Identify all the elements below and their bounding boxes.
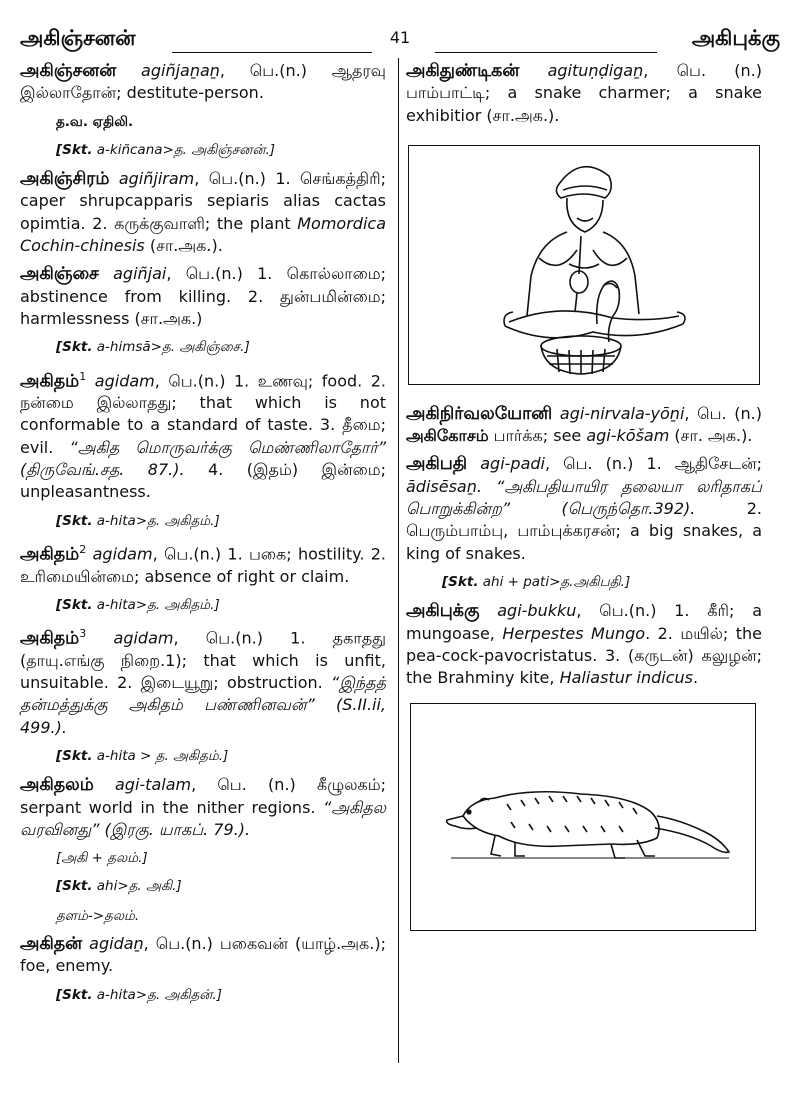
entry-note: [அகி + தலம்.] [56,850,148,867]
etymology: [Skt. a-hita>த. அகிதன்.] [56,986,222,1003]
etymology: [Skt. a-himsā>த. அகிஞ்சை.] [56,339,250,356]
etymology: [Skt. a-hita>த. அகிதம்.] [56,596,220,613]
etymology: [Skt. a-hita > த. அகிதம்.] [56,748,229,764]
entry-akinjiram: அகிஞ்சிரம் agiñjiram, பெ.(n.) 1. செங்கத்திரி; caper shrupcapparis sepiaris alias cactas opimtia. 2. கருக்குவாளி; the plant Momordica Cochin-chinesis (சா.அக.). [20,169,386,256]
left-running-headword: அகிஞ்சனன் [20,26,136,50]
mongoose-drawing [411,704,755,930]
entry-akidam-3: அகிதம்$^3$ agidam, பெ.(n.) 1. தகாதது (தாயு.எங்கு நிறை.1); that which is unfit, unsuitable. 2. இடையூறு; obstruction. “இந்தத் தன்மத்துக்கு அகிதம் பண்ணினவன்” (S.II.ii, 499.). [20,627,386,737]
left-column [20,60,386,1013]
etymology: [Skt. a-kiñcana>த. அகிஞ்சனன்.] [56,141,276,158]
header-rule-right [435,52,657,53]
entry-akidam-2: அகிதம்$^2$ agidam, பெ.(n.) 1. பகை; hostility. 2. உரிமையின்மை; absence of right or claim. [20,542,387,586]
right-running-headword: அகிபுக்கு [691,26,780,50]
entry-note: தளம்->தலம். [56,907,140,924]
entry-akinjanan: அகிஞ்சனன் agiñjaṉaṉ, பெ.(n.) ஆதரவு இல்லாதோன்; destitute-person. [20,61,386,103]
entry-note: த.வ. ஏதிலி. [56,113,134,130]
entry-akinjai: அகிஞ்சை agiñjai, பெ.(n.) 1. கொல்லாமை; abstinence from killing. 2. துன்பமின்மை; harmlessness (சா.அக.) [20,264,387,328]
entry-akibukku: அகிபுக்கு agi-bukku, பெ.(n.) 1. கீரி; a mungoase, Herpestes Mungo. 2. மயில்; the pea-cock-pavocristatus. 3. (கருடன்) கலுழன்; the Brahminy kite, Haliastur indicus. [406,601,763,688]
etymology: [Skt. ahi>த. அகி.] [56,878,182,895]
snake-charmer-illustration [408,145,760,385]
entry-akidan: அகிதன் agidaṉ, பெ.(n.) பகைவன் (யாழ்.அக.); foe, enemy. [20,934,387,976]
entry-akitalam: அகிதலம் agi-talam, பெ. (n.) கீழுலகம்; serpant world in the nither regions. “அகிதல வரவினது” (இரகு. யாகப். 79.). [20,775,386,839]
page-header [20,18,780,58]
mongoose-illustration [410,703,756,931]
header-rule-left [172,52,372,53]
entry-akitundigan: அகிதுண்டிகன் agituṇḍigaṉ, பெ. (n.) பாம்பாட்டி; a snake charmer; a snake exhibitior (சா.அக.). [406,61,762,125]
entry-akinirvalayoni: அகிநிர்வலயோனி agi-nirvala-yōṉi, பெ. (n.) அகிகோசம் பார்க்க; see agi-kōšam (சா. அக.). [406,403,762,446]
etymology: [Skt. ahi + pati>த.அகிபதி.] [442,573,631,590]
snake-charmer-drawing [409,146,759,384]
column-divider [398,58,399,1063]
entry-akipadi: அகிபதி agi-padi, பெ. (n.) 1. ஆதிசேடன்; ādisēsaṉ. “அகிபதியாயிர தலையா லரிதாகப் பொறுக்கின்ற” (பெருந்தொ.392). 2. பெரும்பாம்பு, பாம்புக்கரசன்; a big snakes, a king of snakes. [406,454,762,563]
page-number: 41 [389,28,411,47]
etymology: [Skt. a-hita>த. அகிதம்.] [56,512,220,529]
entry-akidam-1: அகிதம்$^1$ agidam, பெ.(n.) 1. உணவு; food. 2. நன்மை இல்லாதது; that which is not conformable to a standard of taste. 3. தீமை; evil. “அகித மொருவர்க்கு மெண்ணிலாதோர்” (திருவேங்.சத. 87.). 4. (இதம்) இன்மை; unpleasantness. [20,369,387,502]
right-column [406,60,762,931]
